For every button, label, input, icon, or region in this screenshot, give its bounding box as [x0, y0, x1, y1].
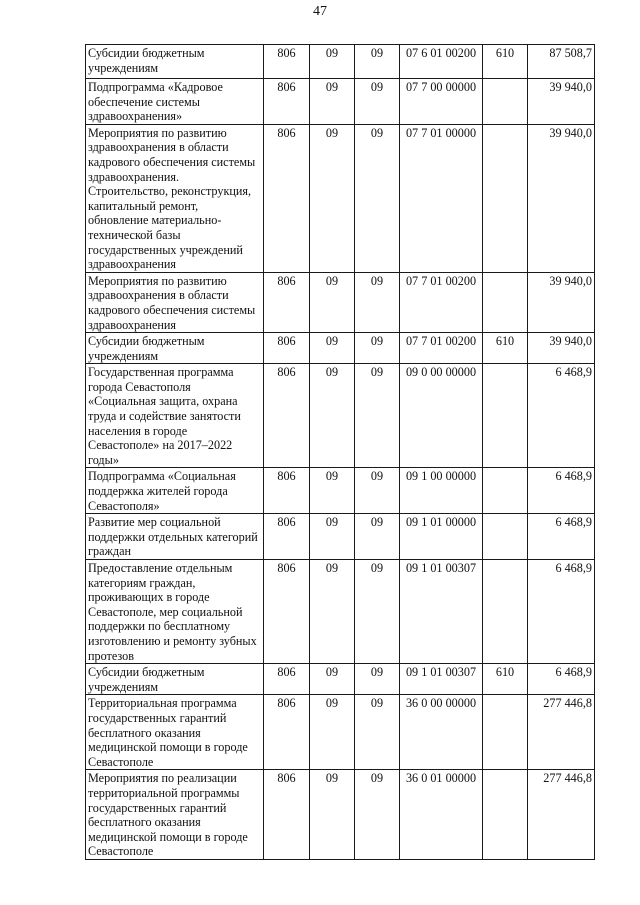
cell-target-article: 07 7 01 00200 [400, 272, 483, 332]
cell-expense-type: 610 [483, 333, 528, 364]
table-body [86, 45, 595, 860]
cell-name: Предоставление отдельным категориям граждан, проживающих в городе Севастополе, мер социальной поддержки по бесплатному изготовлению и ремонту зубных протезов [86, 560, 264, 664]
cell-subsection-code: 09 [355, 770, 400, 860]
cell-ved-code: 806 [264, 468, 310, 514]
table-row [86, 79, 595, 125]
cell-amount: 277 446,8 [528, 770, 595, 860]
cell-target-article: 07 7 00 00000 [400, 79, 483, 125]
cell-ved-code: 806 [264, 124, 310, 272]
cell-subsection-code: 09 [355, 364, 400, 468]
cell-subsection-code: 09 [355, 695, 400, 770]
cell-section-code: 09 [310, 364, 355, 468]
cell-section-code: 09 [310, 79, 355, 125]
cell-name: Подпрограмма «Кадровое обеспечение системы здравоохранения» [86, 79, 264, 125]
cell-expense-type [483, 468, 528, 514]
cell-name: Подпрограмма «Социальная поддержка жителей города Севастополя» [86, 468, 264, 514]
cell-ved-code: 806 [264, 45, 310, 79]
cell-amount: 87 508,7 [528, 45, 595, 79]
cell-subsection-code: 09 [355, 333, 400, 364]
cell-section-code: 09 [310, 664, 355, 695]
cell-target-article: 09 0 00 00000 [400, 364, 483, 468]
cell-target-article: 09 1 01 00307 [400, 560, 483, 664]
cell-section-code: 09 [310, 560, 355, 664]
cell-name: Субсидии бюджетным учреждениям [86, 45, 264, 79]
cell-section-code: 09 [310, 45, 355, 79]
cell-name: Субсидии бюджетным учреждениям [86, 664, 264, 695]
cell-name: Территориальная программа государственных гарантий бесплатного оказания медицинской помощи в городе Севастополе [86, 695, 264, 770]
cell-subsection-code: 09 [355, 560, 400, 664]
cell-expense-type [483, 272, 528, 332]
cell-name: Мероприятия по развитию здравоохранения в области кадрового обеспечения системы здравоохранения [86, 272, 264, 332]
cell-amount: 39 940,0 [528, 124, 595, 272]
cell-amount: 6 468,9 [528, 664, 595, 695]
cell-expense-type [483, 79, 528, 125]
cell-expense-type: 610 [483, 45, 528, 79]
table-row [86, 124, 595, 272]
table-row [86, 770, 595, 860]
cell-expense-type [483, 514, 528, 560]
table-row [86, 514, 595, 560]
cell-name: Мероприятия по реализации территориальной программы государственных гарантий бесплатного оказания медицинской помощи в городе Севастополе [86, 770, 264, 860]
cell-expense-type [483, 560, 528, 664]
cell-subsection-code: 09 [355, 514, 400, 560]
cell-expense-type [483, 770, 528, 860]
cell-target-article: 36 0 00 00000 [400, 695, 483, 770]
cell-amount: 6 468,9 [528, 468, 595, 514]
cell-amount: 277 446,8 [528, 695, 595, 770]
cell-ved-code: 806 [264, 333, 310, 364]
table-row [86, 45, 595, 79]
cell-subsection-code: 09 [355, 272, 400, 332]
cell-section-code: 09 [310, 333, 355, 364]
cell-amount: 39 940,0 [528, 333, 595, 364]
cell-subsection-code: 09 [355, 79, 400, 125]
cell-expense-type [483, 695, 528, 770]
cell-section-code: 09 [310, 124, 355, 272]
cell-expense-type: 610 [483, 664, 528, 695]
cell-ved-code: 806 [264, 664, 310, 695]
table-row [86, 560, 595, 664]
table-row [86, 272, 595, 332]
cell-target-article: 36 0 01 00000 [400, 770, 483, 860]
cell-name: Развитие мер социальной поддержки отдельных категорий граждан [86, 514, 264, 560]
cell-ved-code: 806 [264, 79, 310, 125]
cell-section-code: 09 [310, 770, 355, 860]
cell-ved-code: 806 [264, 272, 310, 332]
cell-amount: 6 468,9 [528, 514, 595, 560]
cell-amount: 39 940,0 [528, 272, 595, 332]
cell-amount: 39 940,0 [528, 79, 595, 125]
cell-amount: 6 468,9 [528, 560, 595, 664]
cell-name: Мероприятия по развитию здравоохранения в области кадрового обеспечения системы здравоохранения. Строительство, реконструкция, капитальный ремонт, обновление материально-технической базы государственных учреждений здравоохранения [86, 124, 264, 272]
table-row [86, 695, 595, 770]
cell-subsection-code: 09 [355, 124, 400, 272]
cell-section-code: 09 [310, 695, 355, 770]
cell-ved-code: 806 [264, 560, 310, 664]
page-number: 47 [313, 4, 327, 19]
cell-ved-code: 806 [264, 364, 310, 468]
cell-target-article: 09 1 01 00000 [400, 514, 483, 560]
cell-amount: 6 468,9 [528, 364, 595, 468]
cell-target-article: 07 6 01 00200 [400, 45, 483, 79]
cell-target-article: 09 1 00 00000 [400, 468, 483, 514]
cell-target-article: 07 7 01 00200 [400, 333, 483, 364]
budget-table [85, 44, 595, 860]
cell-target-article: 07 7 01 00000 [400, 124, 483, 272]
cell-ved-code: 806 [264, 770, 310, 860]
table-row [86, 364, 595, 468]
cell-subsection-code: 09 [355, 468, 400, 514]
cell-ved-code: 806 [264, 514, 310, 560]
cell-ved-code: 806 [264, 695, 310, 770]
cell-name: Субсидии бюджетным учреждениям [86, 333, 264, 364]
cell-name: Государственная программа города Севастополя «Социальная защита, охрана труда и содействие занятости населения в городе Севастополе» на 2017–2022 годы» [86, 364, 264, 468]
cell-section-code: 09 [310, 514, 355, 560]
cell-expense-type [483, 364, 528, 468]
table-row [86, 468, 595, 514]
cell-subsection-code: 09 [355, 664, 400, 695]
cell-subsection-code: 09 [355, 45, 400, 79]
cell-target-article: 09 1 01 00307 [400, 664, 483, 695]
cell-section-code: 09 [310, 468, 355, 514]
table-row [86, 333, 595, 364]
cell-expense-type [483, 124, 528, 272]
table-row [86, 664, 595, 695]
cell-section-code: 09 [310, 272, 355, 332]
